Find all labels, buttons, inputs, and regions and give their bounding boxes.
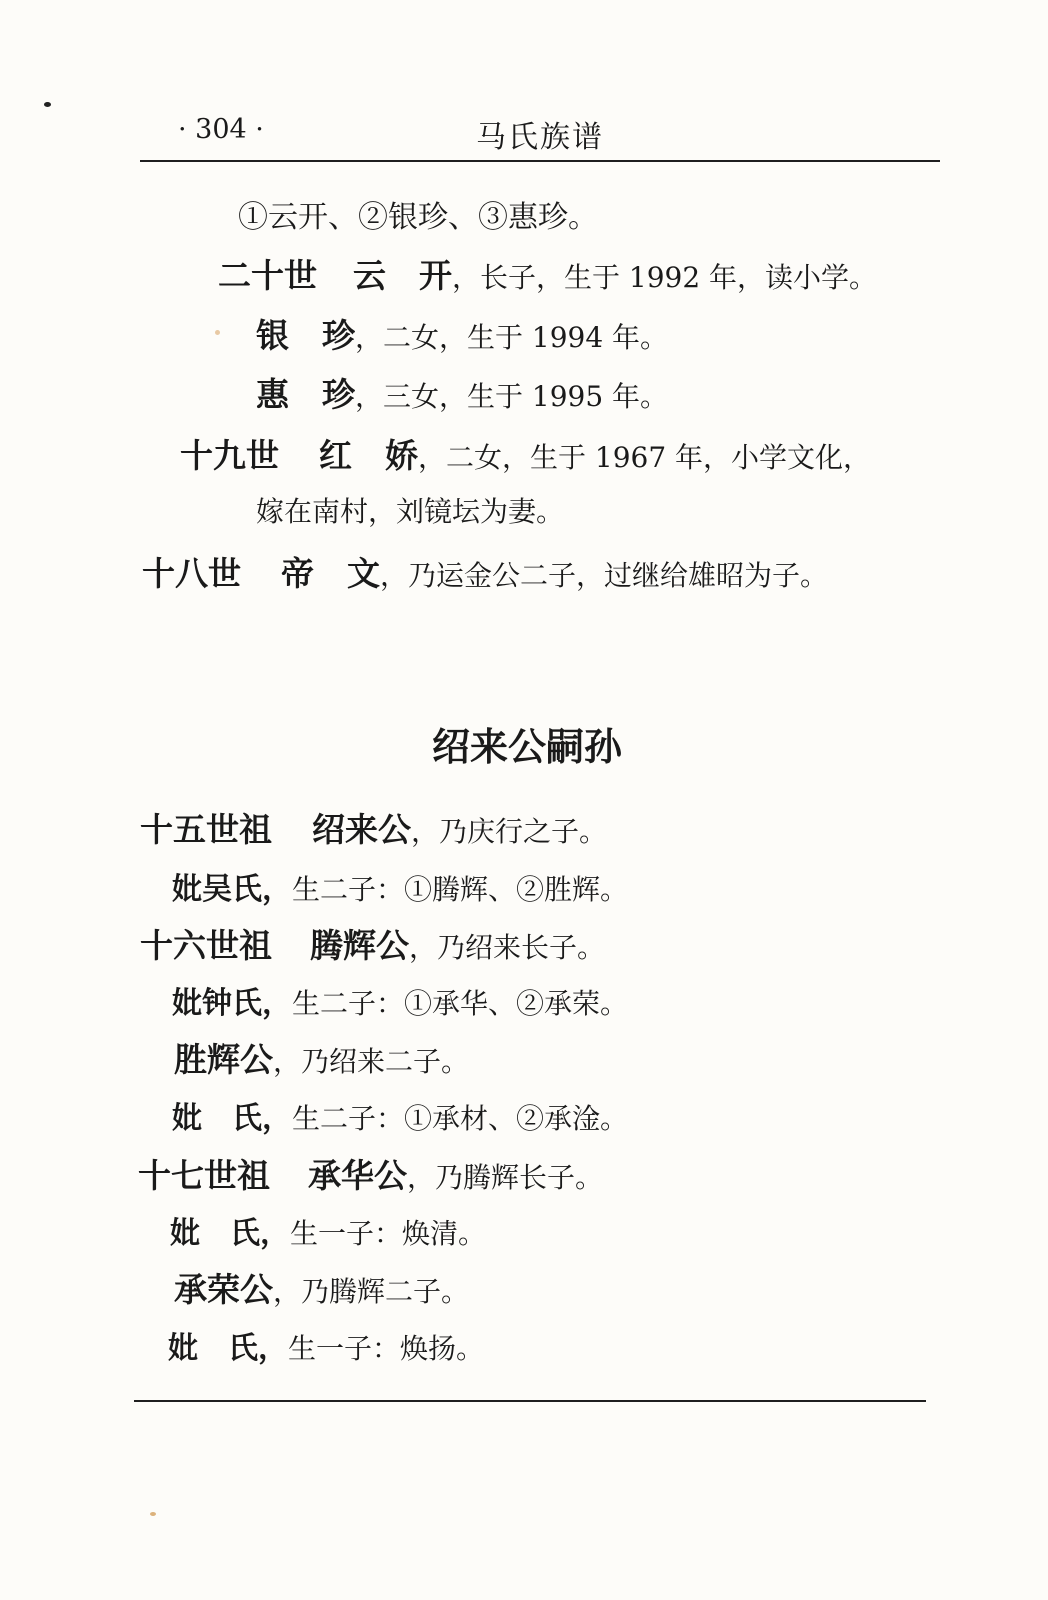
entry-text: ，乃绍来长子。 xyxy=(409,931,606,964)
entry-text: ，乃腾辉二子。 xyxy=(273,1275,470,1308)
generation-label: 二十世 xyxy=(218,256,317,295)
spouse-label: 妣 氏， xyxy=(172,1101,292,1136)
entry-diwen xyxy=(142,548,828,595)
entry-text: ，乃庆行之子。 xyxy=(411,815,608,848)
header-rule xyxy=(140,160,940,162)
generation-label: 十八世 xyxy=(142,554,241,593)
generation-label: 十六世祖 xyxy=(140,926,272,965)
spouse-text: 生二子：①腾辉、②胜辉。 xyxy=(292,873,629,906)
person-name: 胜辉公 xyxy=(174,1040,273,1079)
entry-huizhen xyxy=(256,369,668,416)
entry-hongjiao-cont: 嫁在南村，刘镜坛为妻。 xyxy=(256,495,565,528)
entry-yinzhen xyxy=(256,310,668,357)
entry-text: ，二女，生于 1994 年。 xyxy=(355,321,669,354)
entry-tenghui xyxy=(140,920,605,967)
entry-hongjiao xyxy=(180,430,871,477)
generation-label: 十九世 xyxy=(180,436,279,475)
person-name: 云 开 xyxy=(353,256,452,295)
children-list: ①云开、②银珍、③惠珍。 xyxy=(238,200,598,235)
spouse-label: 妣 氏， xyxy=(170,1216,290,1251)
person-name: 银 珍 xyxy=(256,316,355,355)
spouse-text: 生二子：①承材、②承淦。 xyxy=(292,1102,629,1135)
spouse-wu xyxy=(172,864,628,908)
entry-text: ，二女，生于 1967 年，小学文化， xyxy=(418,441,872,474)
person-name: 腾辉公 xyxy=(310,926,409,965)
spouse-bi1 xyxy=(172,1093,628,1137)
generation-label: 十七世祖 xyxy=(138,1156,270,1195)
book-title: 马氏族谱 xyxy=(476,120,604,155)
spouse-bi3 xyxy=(168,1323,484,1367)
entry-text: ，乃腾辉长子。 xyxy=(407,1161,604,1194)
footer-rule xyxy=(134,1400,926,1402)
person-name: 帝 文 xyxy=(281,554,380,593)
spouse-text: 生二子：①承华、②承荣。 xyxy=(292,987,629,1020)
person-name: 绍来公 xyxy=(312,810,411,849)
spouse-zhong xyxy=(172,978,628,1022)
entry-text: ，乃运金公二子，过继给雄昭为子。 xyxy=(380,559,829,592)
person-name: 红 娇 xyxy=(319,436,418,475)
scan-speck xyxy=(215,330,220,335)
entry-shaolai xyxy=(140,804,607,851)
section-title: 绍来公嗣孙 xyxy=(432,725,623,769)
page-number: · 304 · xyxy=(178,114,264,145)
person-name: 承华公 xyxy=(308,1156,407,1195)
entry-chengrong xyxy=(174,1264,469,1311)
entry-text: ，长子，生于 1992 年，读小学。 xyxy=(452,261,878,294)
spouse-label: 妣钟氏， xyxy=(172,986,292,1021)
entry-text: ，乃绍来二子。 xyxy=(273,1045,470,1078)
entry-yunkai xyxy=(218,250,877,297)
children-line xyxy=(238,192,598,236)
spouse-text: 生一子：焕扬。 xyxy=(288,1332,485,1365)
person-name: 惠 珍 xyxy=(256,375,355,414)
spouse-label: 妣吴氏， xyxy=(172,872,292,907)
person-name: 承荣公 xyxy=(174,1270,273,1309)
spouse-bi2 xyxy=(170,1208,486,1252)
entry-text: ，三女，生于 1995 年。 xyxy=(355,380,669,413)
spouse-text: 生一子：焕清。 xyxy=(290,1217,487,1250)
entry-chenghua xyxy=(138,1150,603,1197)
generation-label: 十五世祖 xyxy=(140,810,272,849)
entry-shenghui xyxy=(174,1034,469,1081)
scan-speck xyxy=(44,102,51,107)
scan-speck xyxy=(150,1512,156,1516)
spouse-label: 妣 氏， xyxy=(168,1331,288,1366)
